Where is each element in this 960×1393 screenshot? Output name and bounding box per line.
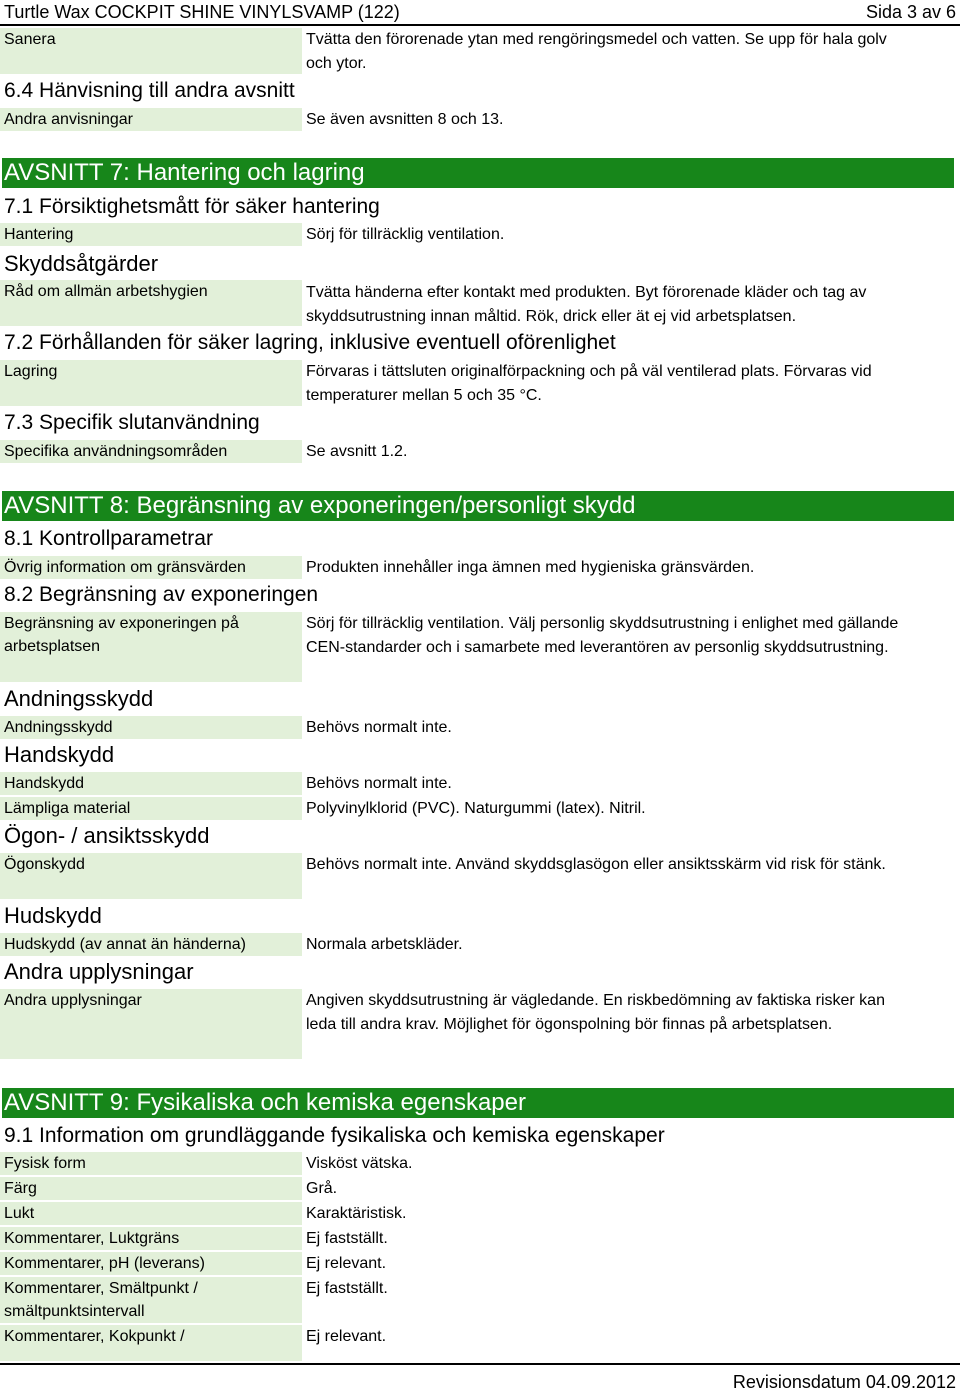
label-rad-arbetshygien: Råd om allmän arbetshygien [0,280,302,326]
label-handskydd: Handskydd [0,772,302,795]
revision-date: Revisionsdatum 04.09.2012 [732,1372,956,1392]
value-hantering: Sörj för tillräcklig ventilation. [306,226,505,243]
heading-7-1: 7.1 Försiktighetsmått för säker hantering [4,195,380,218]
heading-skyddsatgarder: Skyddsåtgärder [4,251,159,276]
label-begransning-arbetsplatsen: Begränsning av exponeringen på arbetsplatsen [0,612,302,682]
value-fysisk-form: Visköst vätska. [306,1155,413,1172]
heading-9-1: 9.1 Information om grundläggande fysikaliska och kemiska egenskaper [4,1124,665,1147]
value-lagring: Förvaras i tättsluten originalförpackning och på väl ventilerad plats. Förvaras vid temperaturer mellan 5 och 35 °C. [306,363,872,404]
label-smaltpunkt: Kommentarer, Smältpunkt / smältpunktsintervall [0,1277,302,1323]
label-specifika: Specifika användningsområden [0,440,302,463]
value-smaltpunkt: Ej fastställt. [306,1280,388,1297]
heading-andningsskydd: Andningsskydd [4,686,154,711]
section-7-bar: AVSNITT 7: Hantering och lagring [2,158,954,188]
heading-andra-upplysningar: Andra upplysningar [4,959,194,984]
label-lagring: Lagring [0,360,302,406]
value-lampliga-material: Polyvinylklorid (PVC). Naturgummi (latex). Nitril. [306,800,646,817]
value-kokpunkt: Ej relevant. [306,1328,387,1345]
document-title: Turtle Wax COCKPIT SHINE VINYLSVAMP (122) [4,2,400,22]
value-ovrig-gransvarden: Produkten innehåller inga ämnen med hygieniska gränsvärden. [306,559,755,576]
label-andra-anvisningar: Andra anvisningar [0,108,302,131]
value-andra-upplysningar: Angiven skyddsutrustning är vägledande. En riskbedömning av faktiska risker kan leda till andra krav. Möjlighet för ögonspolning bör finnas på arbetsplatsen. [306,992,885,1033]
heading-8-2: 8.2 Begränsning av exponeringen [4,583,319,606]
section-8-bar: AVSNITT 8: Begränsning av exponeringen/personligt skydd [2,491,954,521]
label-ogonskydd: Ögonskydd [0,853,302,899]
value-specifika: Se avsnitt 1.2. [306,443,408,460]
value-lukt: Karaktäristisk. [306,1205,407,1222]
label-ph: Kommentarer, pH (leverans) [0,1252,302,1275]
page-number: Sida 3 av 6 [865,2,956,22]
label-andningsskydd: Andningsskydd [0,716,302,739]
value-ph: Ej relevant. [306,1255,387,1272]
value-begransning-arbetsplatsen: Sörj för tillräcklig ventilation. Välj personlig skyddsutrustning i enlighet med gällande CEN-standarder och i samarbete med leverantören av personlig skyddsutrustning. [306,615,899,656]
heading-6-4: 6.4 Hänvisning till andra avsnitt [4,79,295,102]
value-andningsskydd: Behövs normalt inte. [306,719,452,736]
label-fysisk-form: Fysisk form [0,1152,302,1175]
label-farg: Färg [0,1177,302,1200]
value-farg: Grå. [306,1180,338,1197]
label-lampliga-material: Lämpliga material [0,797,302,820]
heading-7-3: 7.3 Specifik slutanvändning [4,411,260,434]
section-9-bar: AVSNITT 9: Fysikaliska och kemiska egenskaper [2,1088,954,1118]
label-ovrig-gransvarden: Övrig information om gränsvärden [0,556,302,579]
value-sanera: Tvätta den förorenade ytan med rengöringsmedel och vatten. Se upp för hala golv och ytor. [306,31,887,72]
heading-hudskydd: Hudskydd [4,903,102,928]
value-ogonskydd: Behövs normalt inte. Använd skyddsglasögon eller ansiktsskärm vid risk för stänk. [306,856,886,873]
heading-7-2: 7.2 Förhållanden för säker lagring, inklusive eventuell oförenlighet [4,331,616,354]
label-sanera: Sanera [0,28,302,74]
heading-ogon-ansiktsskydd: Ögon- / ansiktsskydd [4,823,210,848]
label-hudskydd: Hudskydd (av annat än händerna) [0,933,302,956]
label-kokpunkt: Kommentarer, Kokpunkt / [0,1325,302,1361]
label-andra-upplysningar: Andra upplysningar [0,989,302,1059]
label-hantering: Hantering [0,223,302,246]
value-luktgrans: Ej fastställt. [306,1230,388,1247]
value-rad-arbetshygien: Tvätta händerna efter kontakt med produkten. Byt förorenade kläder och tag av skyddsutrustning innan måltid. Rök, drick eller ät ej vid arbetsplatsen. [306,284,867,325]
heading-8-1: 8.1 Kontrollparametrar [4,527,213,550]
value-handskydd: Behövs normalt inte. [306,775,452,792]
heading-handskydd: Handskydd [4,742,115,767]
label-lukt: Lukt [0,1202,302,1225]
header-divider [0,24,960,26]
value-hudskydd: Normala arbetskläder. [306,936,463,953]
footer-divider [0,1363,960,1365]
label-luktgrans: Kommentarer, Luktgräns [0,1227,302,1250]
value-andra-anvisningar: Se även avsnitten 8 och 13. [306,111,504,128]
